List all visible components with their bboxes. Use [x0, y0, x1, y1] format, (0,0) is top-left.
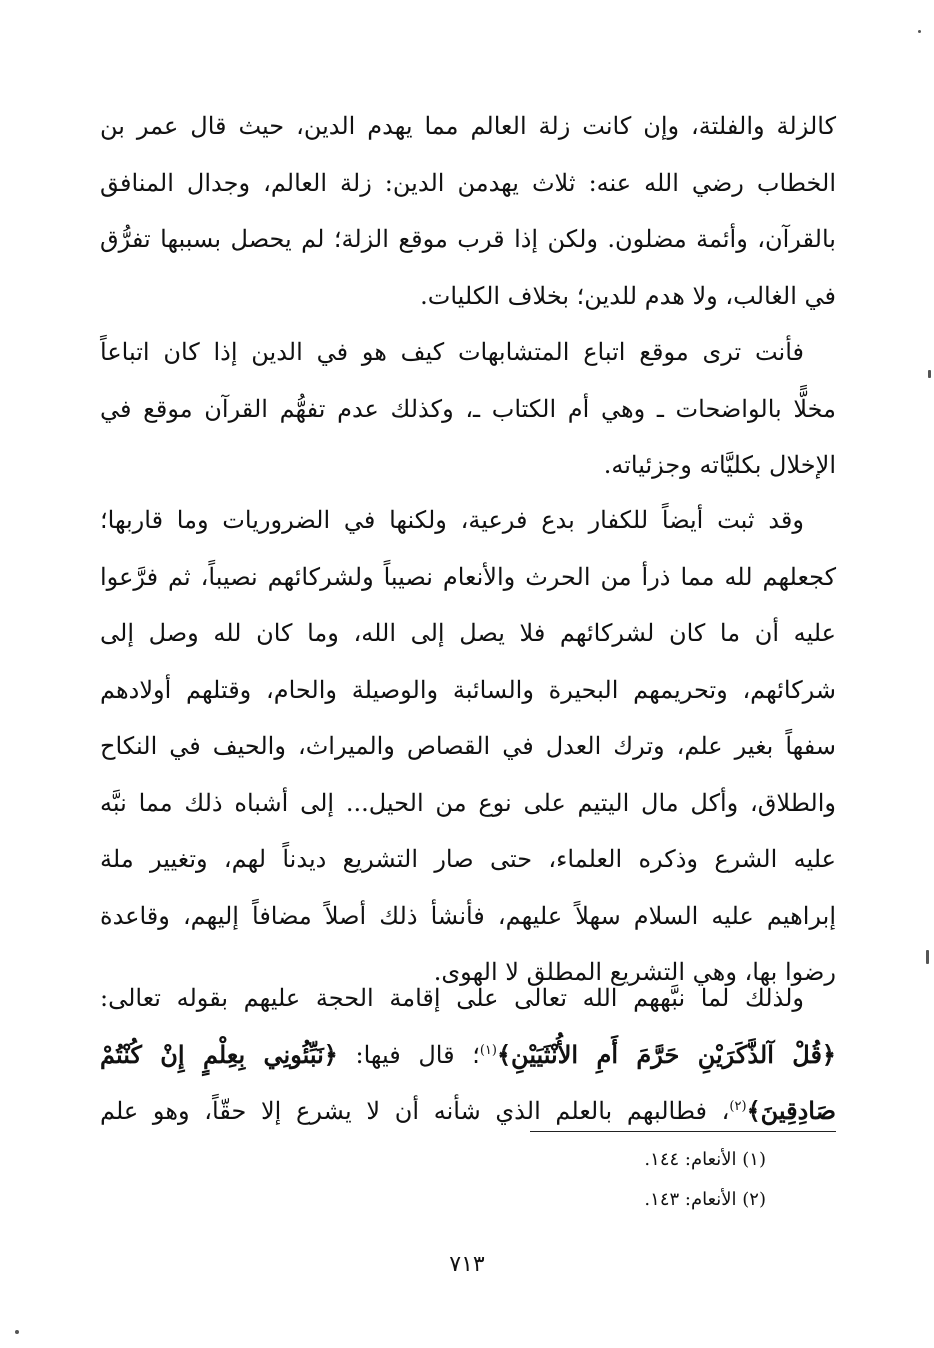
text-line: مخلًّا بالواضحات ـ وهي أم الكتاب ـ، وكذلك عدم تفهُّم القرآن موقع في: [100, 394, 836, 423]
text-line: الخطاب رضي الله عنه: ثلاث يهدمن الدين: زلة العالم، وجدال المنافق: [100, 168, 836, 197]
text-line: الإخلال بكليَّاته وجزئياته.: [603, 451, 836, 479]
text-line: بالقرآن، وأئمة مضلون. ولكن إذا قرب موقع الزلة؛ لم يحصل بسببها تفرُّق: [100, 225, 836, 253]
footnote: (١) الأنعام: ١٤٤.: [644, 1149, 766, 1170]
scan-speck: [928, 370, 931, 378]
footnote-ref: (٢): [729, 1099, 747, 1114]
text-fragment: ؛ قال فيها:: [337, 1040, 480, 1069]
scan-speck: [918, 30, 921, 33]
footnote-ref: (١): [479, 1042, 497, 1058]
text-line: عليه أن ما كان لشركائهم فلا يصل إلى الله، وما كان لله وصل إلى: [100, 619, 836, 647]
text-line: إبراهيم عليه السلام سهلاً عليهم، فأنشأ ذلك أصلاً مضافاً إليهم، وقاعدة: [100, 901, 836, 930]
text-line: كجعلهم لله مما ذرأ من الحرث والأنعام نصيباً ولشركائهم نصيباً، ثم فرَّعوا: [100, 562, 836, 591]
text-line: والطلاق، وأكل مال اليتيم على نوع من الحيل... إلى أشباه ذلك مما نبَّه: [100, 788, 836, 817]
footnote-divider: [530, 1131, 836, 1132]
text-line: ولذلك لما نبَّههم الله تعالى على إقامة الحجة عليهم بقوله تعالى:: [100, 984, 805, 1012]
text-line: شركائهم، وتحريمهم البحيرة والسائبة والوصيلة والحام، وقتلهم أولادهم: [100, 675, 836, 704]
text-line: سفهاً بغير علم، وترك العدل في القصاص والميراث، والحيف في النكاح: [100, 732, 836, 760]
paragraph-3: [100, 492, 836, 1001]
text-line: في الغالب، ولا هدم للدين؛ بخلاف الكليات.: [420, 281, 836, 310]
paragraph-2: [100, 324, 836, 494]
text-line: عليه الشرع وذكره العلماء، حتى صار التشريع ديدناً لهم، وتغيير ملة: [100, 845, 837, 873]
paragraph-4: [100, 970, 836, 1140]
page-number: ٧١٣: [449, 1252, 485, 1277]
footnotes: [500, 1140, 766, 1220]
quran-quote: ﴿نَبِّئُونِي بِعِلْمٍ إِنْ كُنْتُمْ: [100, 1039, 338, 1069]
quran-quote: ﴿قُلْ آلذَّكَرَيْنِ حَرَّمَ أَمِ الأُنْثَيَيْنِ﴾: [496, 1039, 836, 1069]
paragraph-1: [100, 98, 836, 324]
text-line: كالزلة والفلتة، وإن كانت زلة العالم مما يهدم الدين، حيث قال عمر بن: [100, 112, 836, 140]
quran-quote: صَادِقِينَ﴾: [746, 1096, 836, 1125]
text-line: وقد ثبت أيضاً للكفار بدع فرعية، ولكنها في الضروريات وما قاربها؛: [100, 506, 804, 534]
text-fragment: ، فطالبهم بالعلم الذي شأنه أن لا يشرع إلا حقّاً، وهو علم: [100, 1097, 730, 1125]
text-line: رضوا بها، وهي التشريع المطلق لا الهوى.: [433, 958, 836, 986]
footnote: (٢) الأنعام: ١٤٣.: [644, 1189, 766, 1210]
text-line: [100, 1027, 836, 1084]
text-line: فأنت ترى موقع اتباع المتشابهات كيف هو في الدين إذا كان اتباعاً: [100, 338, 804, 366]
scan-speck: [926, 950, 929, 964]
scan-speck: [15, 1330, 19, 1334]
